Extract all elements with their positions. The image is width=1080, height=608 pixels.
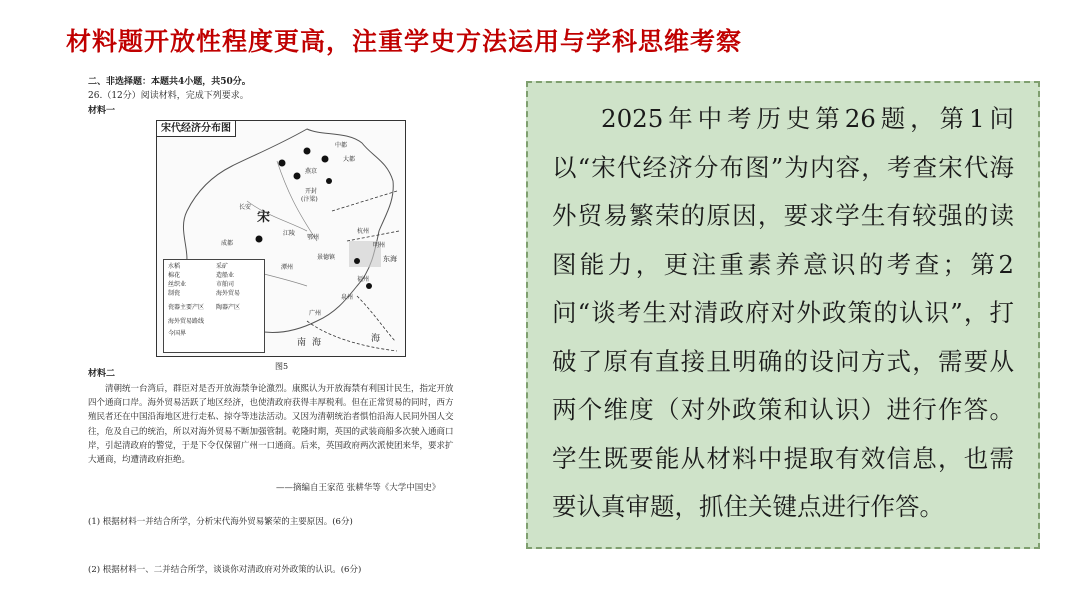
song-economy-map [156,120,406,357]
legend-item: 棉花 [168,272,181,279]
legend-item: 海外贸易路线 [168,318,205,325]
legend-item: 采矿 [216,263,229,270]
legend-item: 瓷器主要产区 [168,304,205,311]
map-place: 明州 [373,242,386,249]
legend-item: 市舶司 [216,281,235,288]
map-place: 福州 [357,276,370,283]
commentary-text: 2025年中考历史第26题，第1问以“宋代经济分布图”为内容，考查宋代海外贸易繁荣的原因，要求学生有较强的读图能力，更注重素养意识的考查；第2问“谈考生对清政府对外政策的认识”，打破了原有直接且明确的设问方式，需要从两个维度（对外政策和认识）进行作答。学生既要能从材料中提取有效信息，也需要认真审题，抓住关键点进行作答。 [552,104,1014,521]
question-1: (1) 根据材料一并结合所学，分析宋代海外贸易繁荣的主要原因。(6分) [88,517,353,527]
map-place: 南海 [297,338,328,348]
figure-caption: 图5 [275,362,289,371]
map-place: 鄂州 [307,234,320,241]
question-2: (2) 根据材料一、二并结合所学，谈谈你对清政府对外政策的认识。(6分) [88,565,362,575]
legend-item: 造船业 [216,272,235,279]
map-place: (汴梁) [301,196,318,203]
legend-item: 今国界 [168,330,187,337]
map-label-song: 宋 [257,210,271,225]
slide-title: 材料题开放性程度更高，注重学史方法运用与学科思维考察 [66,27,743,56]
map-place: 成都 [221,240,234,247]
map-title: 宋代经济分布图 [157,121,236,137]
material1-label: 材料一 [88,106,116,116]
commentary-box [526,81,1040,549]
material2-label: 材料二 [88,369,116,379]
map-place: 杭州 [357,228,370,235]
map-place: 长安 [239,204,252,211]
material2-text: 清朝统一台湾后，群臣对是否开放海禁争论激烈。康熙认为开放海禁有利国计民生，指定开放四个通商口岸。海外贸易活跃了地区经济，也使清政府获得丰厚税利。但在正常贸易的同时，西方殖民者还在中国沿海地区进行走私、掠夺等违法活动。又因为清朝统治者惧怕沿海人民同外国人交往，危及自己的统治，所以对海外贸易不断加强管制。乾隆时期，英国的武装商船多次驶入通商口岸，引起清政府的警觉，于是下令仅保留广州一口通商。后来，英国政府两次派使团来华，要求扩大通商，均遭清政府拒绝。 [88,384,454,466]
material2-attribution: ——摘编自王家范 张耕华等《大学中国史》 [276,483,441,493]
map-place: 海 [371,334,381,344]
question-header: 26.（12分）阅读材料，完成下列要求。 [88,91,249,101]
section-header: 二、非选择题：本题共4小题，共50分。 [88,77,251,87]
map-place: 泉州 [341,294,354,301]
map-place: 景德镇 [317,254,336,261]
map-place: 广州 [309,310,322,317]
legend-item: 陶器产区 [216,304,241,311]
legend-item: 水稻 [168,263,181,270]
map-place: 开封 [305,188,318,195]
map-place: 江陵 [283,230,296,237]
map-place: 潭州 [281,264,294,271]
map-place: 中都 [335,142,348,149]
map-legend [163,259,265,353]
map-place: 燕京 [305,168,318,175]
map-place: 东海 [383,255,397,263]
map-place: 大都 [343,156,356,163]
exam-page-image [80,70,466,590]
legend-item: 制瓷 [168,290,181,297]
legend-item: 海外贸易 [216,290,241,297]
legend-item: 丝织业 [168,281,187,288]
